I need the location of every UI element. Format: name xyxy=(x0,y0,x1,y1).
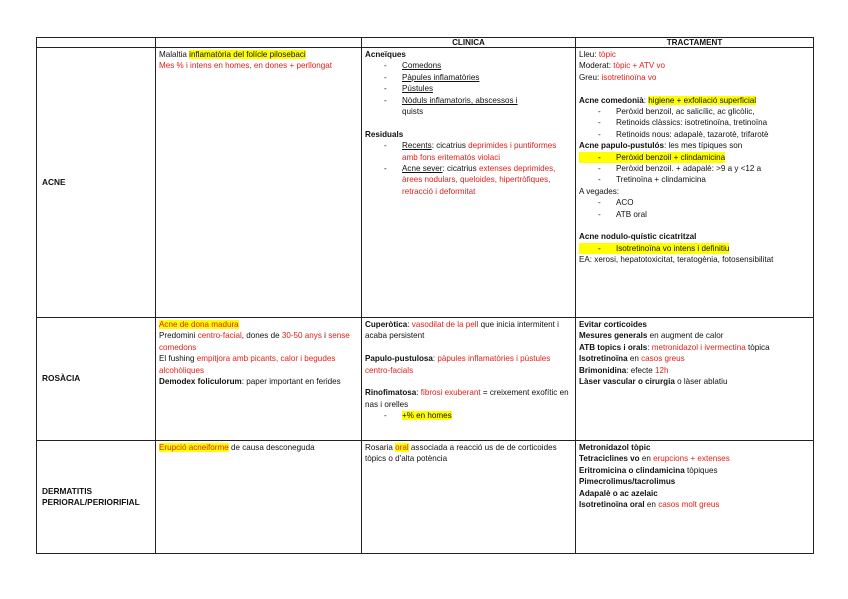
row-rosacia xyxy=(37,318,814,441)
acne-desc-text: Malaltia xyxy=(159,50,190,59)
rosacia-papulo: Papulo-pustulosa: pàpules inflamatòries i pústules centro-facials xyxy=(365,354,551,375)
acne-vegades: A vegades: xyxy=(579,186,620,196)
list-item: - ACO xyxy=(579,197,810,208)
acne-comedonia-list xyxy=(579,106,810,140)
acne-papulo-list xyxy=(579,152,810,186)
rosacia-desc-line2: Predomini centro-facial, dones de 30-50 anys i sense comedons xyxy=(159,331,350,352)
rosacia-t3: ATB topics i orals: metronidazol i ivermectina tòpica xyxy=(579,342,770,352)
dermatitis-tractament xyxy=(576,441,814,554)
rosacia-cuperotica: Cuperòtica: vasodilat de la pell que inicia intermitent i acaba persistent xyxy=(365,320,559,341)
acne-description xyxy=(156,48,362,318)
dermatitis-t5: Adapalè o ac azelaic xyxy=(579,488,658,498)
list-item: - - Isotretinoïna vo intens i definitiu xyxy=(579,243,810,254)
acne-desc-line2: Mes % i intens en homes, en dones + perllongat xyxy=(159,61,332,71)
rosacia-t4: Isotretinoïna en casos greus xyxy=(579,354,685,364)
list-item-text: Nòduls inflamatoris, abscessos i xyxy=(402,95,518,105)
rosacia-clinica xyxy=(362,318,576,441)
dermatitis-t6: Isotretinoïna oral en casos molt greus xyxy=(579,500,720,510)
dermatitis-clinica xyxy=(362,441,576,554)
list-item: - +% en homes xyxy=(365,410,572,421)
row-title-line1: DERMATITIS xyxy=(42,485,93,496)
header-cell-1 xyxy=(37,38,156,48)
list-item: - Retinoids clàssics: isotretinoïna, tretinoïna xyxy=(579,117,810,128)
acne-clinica-heading: Acneïques xyxy=(365,50,406,59)
acne-nodulo-list xyxy=(579,243,810,254)
list-item: - ATB oral xyxy=(579,209,810,220)
dermatitis-clinica-text2: associada a reacció us de de corticoides tòpics o d'alta potència xyxy=(365,443,557,464)
dermatitis-desc-text: de causa desconeguda xyxy=(228,443,315,452)
rosacia-tractament xyxy=(576,318,814,441)
list-item: - - Peròxid benzoil + clindamicina xyxy=(579,152,810,163)
dermatitis-t4: Pimecrolimus/tacrolimus xyxy=(579,477,676,487)
list-item: - Pústules xyxy=(365,83,572,94)
acne-effectes-adversos: EA: xerosi, hepatotoxicitat, teratogènia, fotosensibilitat xyxy=(579,255,774,265)
header-cell-2 xyxy=(156,38,362,48)
dermatitis-t3: Eritromicina o clindamicina tòpiques xyxy=(579,465,718,475)
rosacia-desc-line3: El fushing empitjora amb picants, calor i begudes alcohòliques xyxy=(159,354,336,375)
dermatitis-t2: Tetraciclines vo en erupcions + extenses xyxy=(579,454,730,464)
acne-nodulo-title: Acne nodulo-quístic cicatritzal xyxy=(579,232,697,242)
summary-table xyxy=(36,37,814,554)
list-item: - Tretinoïna + clindamicina xyxy=(579,174,810,185)
dermatitis-desc-highlight: Erupció acneiforme xyxy=(159,443,229,452)
row-title-line2: PERIORAL/PERIORIFIAL xyxy=(42,497,140,507)
list-item-title: Recents xyxy=(402,141,432,151)
acne-residuals-list xyxy=(365,140,572,197)
acne-residuals-heading: Residuals xyxy=(365,129,404,139)
list-item-red: extenses deprimides, àrees nodulars, queloides, hipertròfiques, retracció i deformitat xyxy=(402,164,556,196)
dermatitis-clinica-highlight: oral xyxy=(395,443,409,452)
acne-vegades-list xyxy=(579,197,810,220)
list-item-red: deprimides i puntiformes amb fons eritematós violaci xyxy=(402,141,557,162)
list-item-text: quists xyxy=(402,107,424,117)
list-item xyxy=(365,95,572,118)
row-title-dermatitis xyxy=(37,441,156,554)
list-item-text: : cicatrius xyxy=(431,141,469,151)
list-item: - Retinoids nous: adapalè, tazarotè, trifarotè xyxy=(579,129,810,140)
list-item xyxy=(365,140,572,163)
rosacia-t2: Mesures generals en augment de calor xyxy=(579,331,724,341)
rosacia-desc-highlight: Acne de dona madura xyxy=(159,320,239,329)
list-item: - Peròxid benzoil. + adapalè: >9 a y <12 a xyxy=(579,163,810,174)
rosacia-t6: Làser vascular o cirurgia o làser ablatiu xyxy=(579,377,728,387)
acne-lleu: Lleu: tòpic xyxy=(579,50,616,59)
rosacia-t5: Brimonidina: efecte 12h xyxy=(579,365,669,375)
row-acne xyxy=(37,48,814,318)
dermatitis-clinica-text: Rosaria xyxy=(365,443,396,452)
list-item: - Pàpules inflamatòries xyxy=(365,72,572,83)
rosacia-desc-line4: Demodex foliculorum: paper important en ferides xyxy=(159,377,341,387)
row-title-rosacia: ROSÀCIA xyxy=(37,318,156,441)
acne-comedonia: Acne comedonià: higiene + exfoliació superficial xyxy=(579,95,757,105)
header-clinica: CLINICA xyxy=(362,38,576,48)
list-item: - Peròxid benzoil, ac salicílic, ac glicòlic, xyxy=(579,106,810,117)
list-item: - Comedons xyxy=(365,60,572,71)
header-row xyxy=(37,38,814,48)
acne-tractament xyxy=(576,48,814,318)
acne-lesion-list xyxy=(365,60,572,117)
header-tractament: TRACTAMENT xyxy=(576,38,814,48)
acne-papulo: Acne papulo-pustulós: les mes típiques son xyxy=(579,141,743,151)
list-item-text: : cicatrius xyxy=(442,164,479,174)
list-item xyxy=(365,163,572,197)
rosacia-rino-list xyxy=(365,410,572,421)
rosacia-rinofimatosa: Rinofimatosa: fibrosi exuberant = creixement exofític en nas i orelles xyxy=(365,388,569,409)
dermatitis-t1: Metronidazol tòpic xyxy=(579,443,651,452)
rosacia-t1: Evitar corticoides xyxy=(579,320,647,329)
acne-moderat: Moderat: tòpic + ATV vo xyxy=(579,61,666,71)
rosacia-description xyxy=(156,318,362,441)
dermatitis-description xyxy=(156,441,362,554)
acne-clinica xyxy=(362,48,576,318)
list-item-title: Acne sever xyxy=(402,164,443,174)
row-title-acne: ACNE xyxy=(37,48,156,318)
acne-greu: Greu: isotretinoïna vo xyxy=(579,72,657,82)
acne-desc-highlight: inflamatòria del folícle pilosebaci xyxy=(189,50,306,59)
row-dermatitis xyxy=(37,441,814,554)
